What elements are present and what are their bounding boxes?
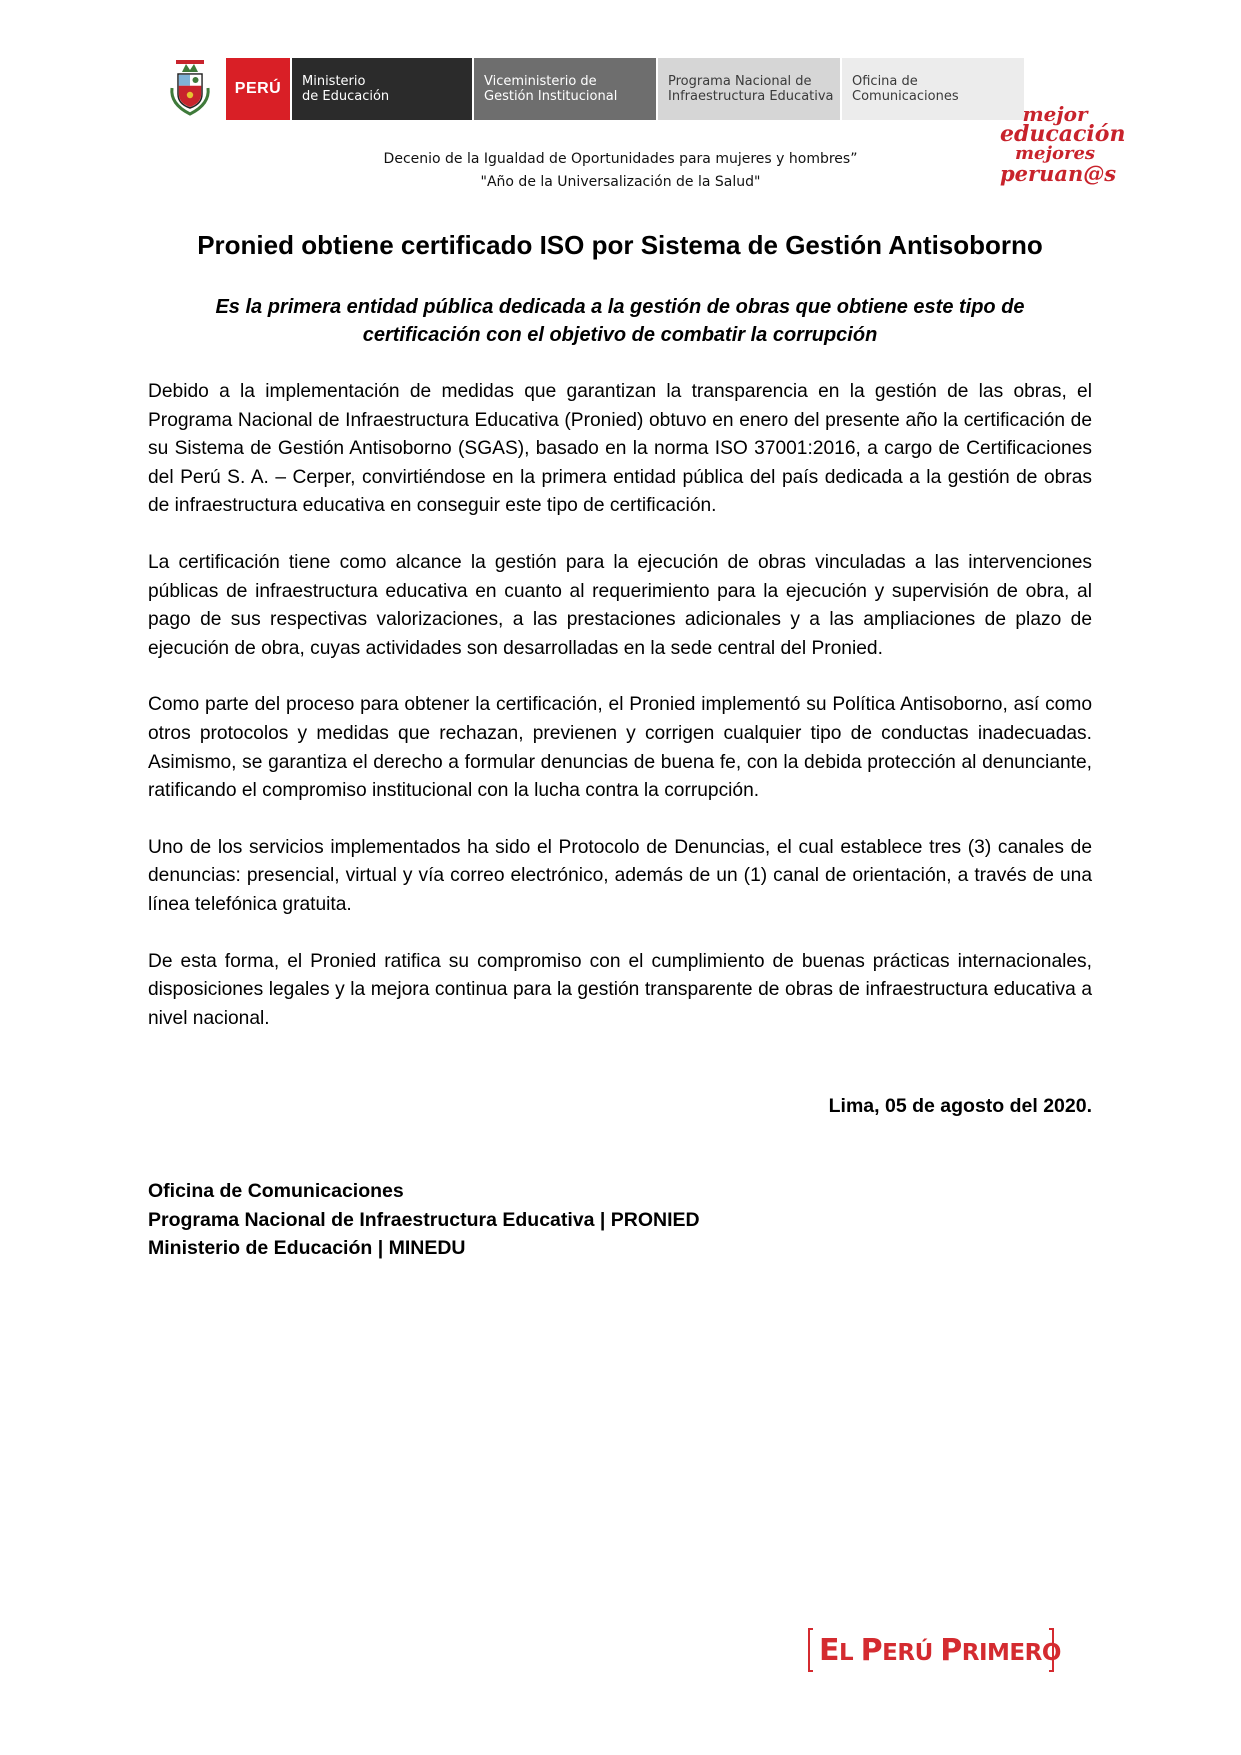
signature-line-2: Programa Nacional de Infraestructura Educativa | PRONIED [148, 1208, 700, 1231]
minedu-line-1: Ministerio [302, 74, 366, 89]
slogan-line-3: mejores [1014, 143, 1096, 164]
oficina-line-2: Comunicaciones [852, 89, 959, 104]
slogan-line-2: educación [1000, 121, 1126, 147]
programa-line-2: Infraestructura Educativa [668, 89, 834, 104]
page-title: Pronied obtiene certificado ISO por Sistema de Gestión Antisoborno [197, 230, 1043, 260]
footer-e: E [819, 1633, 839, 1668]
oficina-block [842, 58, 1024, 120]
slogan-line-4: peruan@s [1000, 161, 1117, 186]
footer-logo-text [819, 1633, 1061, 1668]
decade-line-1: Decenio de la Igualdad de Oportunidades para mujeres y hombres” [383, 151, 858, 167]
slogan-line-1: mejor [1022, 102, 1088, 126]
footer-l: L [839, 1640, 861, 1666]
programa-line-1: Programa Nacional de [668, 74, 812, 89]
article-body [148, 378, 1092, 1061]
viceministerio-block [474, 58, 656, 120]
signature-line-3: Ministerio de Educación | MINEDU [148, 1237, 466, 1260]
paragraph-5: De esta forma, el Pronied ratifica su compromiso con el cumplimiento de buenas prácticas internacionales, disposiciones legales y la mejora continua para la gestión transparente de obras de infraestructura educativa a nivel nacional. [148, 950, 1092, 1029]
signature-block [148, 1177, 700, 1263]
footer-p1: P [860, 1633, 883, 1668]
paragraph-2: La certificación tiene como alcance la gestión para la ejecución de obras vinculadas a las intervenciones públicas de infraestructura educativa en cuanto al requerimiento para la ejecución y supervisión de obra, al pago de sus respectivas valorizaciones, a las prestaciones adicionales y a las ampliaciones de plazo de ejecución de obra, cuyas actividades son desarrolladas en la sede central del Pronied. [148, 551, 1092, 659]
release-date: Lima, 05 de agosto del 2020. [828, 1095, 1092, 1117]
viceministerio-line-2: Gestión Institucional [484, 89, 618, 104]
programa-block [658, 58, 840, 120]
oficina-line-1: Oficina de [852, 74, 918, 89]
institutional-header [160, 58, 1024, 120]
footer-p2: P [940, 1633, 962, 1668]
paragraph-1: Debido a la implementación de medidas que garantizan la transparencia en la gestión de las obras, el Programa Nacional de Infraestructura Educativa (Pronied) obtuvo en enero del presente año la certificación de su Sistema de Gestión Antisoborno (SGAS), basado en la norma ISO 37001:2016, a cargo de Certificaciones del Perú S. A. – Cerper, convirtiéndose en la primera entidad pública del país dedicada a la gestión de obras de infraestructura educativa en conseguir este tipo de certificación. [148, 381, 1092, 517]
signature-line-1: Oficina de Comunicaciones [148, 1180, 404, 1202]
minedu-line-2: de Educación [302, 89, 390, 104]
footer-eru: ERÚ [882, 1640, 941, 1666]
footer-rimero: RIMERO [961, 1640, 1061, 1666]
coat-of-arms-icon [160, 58, 220, 120]
decade-line-2: "Año de la Universalización de la Salud" [480, 174, 761, 190]
viceministerio-line-1: Viceministerio de [484, 74, 597, 89]
el-peru-primero-logo [807, 1627, 1061, 1673]
peru-badge [226, 58, 290, 120]
page-subtitle: Es la primera entidad pública dedicada a la gestión de obras que obtiene este tipo de certificación con el objetivo de combatir la corrupción [215, 296, 1025, 346]
paragraph-3: Como parte del proceso para obtener la certificación, el Pronied implementó su Política Antisoborno, así como otros protocolos y medidas que rechazan, previenen y corrigen cualquier tipo de conductas inadecuadas. Asimismo, se garantiza el derecho a formular denuncias de buena fe, con la debida protección al denunciante, ratificando el compromiso institucional con la lucha contra la corrupción. [148, 694, 1092, 802]
ministerio-educacion-block [292, 58, 472, 120]
paragraph-4: Uno de los servicios implementados ha sido el Protocolo de Denuncias, el cual establece tres (3) canales de denuncias: presencial, virtual y vía correo electrónico, además de un (1) canal de orientación, a través de una línea telefónica gratuita. [148, 836, 1092, 915]
peru-label: PERÚ [234, 80, 282, 97]
slogan-logo [1000, 102, 1126, 186]
